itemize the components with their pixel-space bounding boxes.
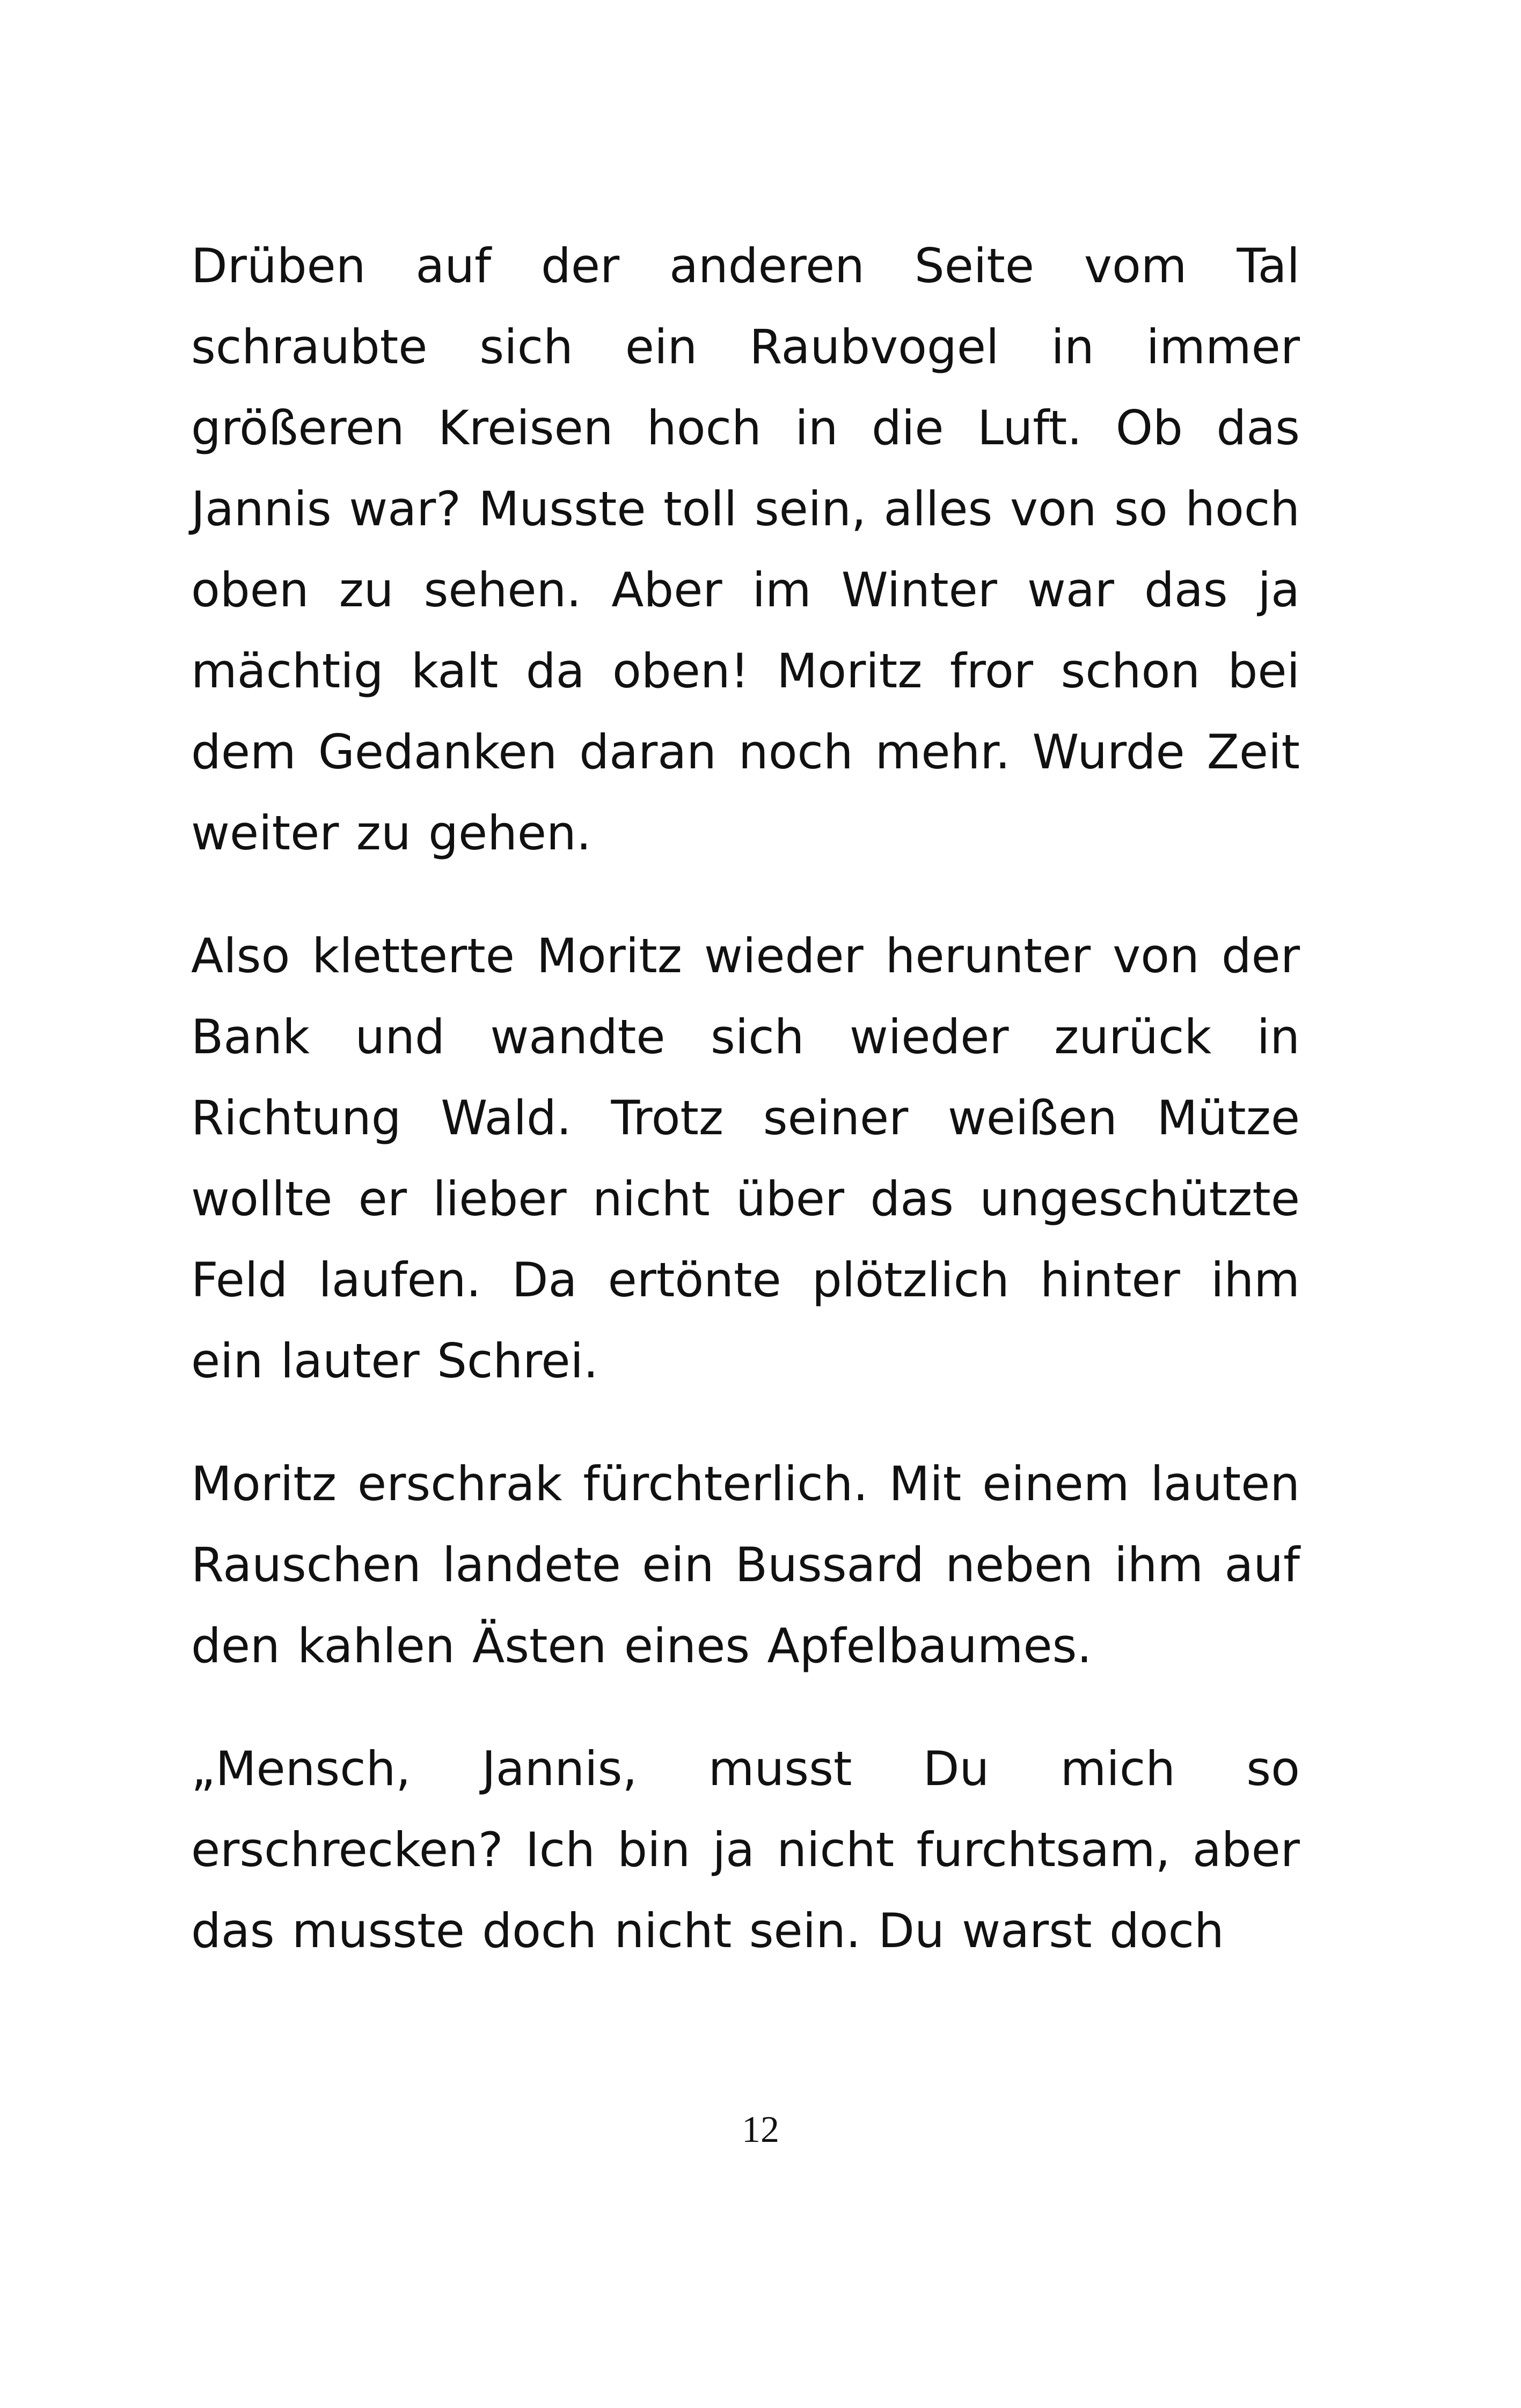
- page-number: 12: [742, 2109, 779, 2150]
- paragraph: Also kletterte Moritz wieder herunter von der Bank und wandte sich wieder zurück in Richtung Wald. Trotz seiner weißen Mütze wollte er lieber nicht über das ungeschützte Feld laufen. Da ertönte plötzlich hinter ihm ein lauter Schrei.: [191, 928, 1300, 1389]
- paragraph: „Mensch, Jannis, musst Du mich so erschrecken? Ich bin ja nicht furchtsam, aber das musste doch nicht sein. Du warst doch: [191, 1741, 1300, 1958]
- paragraph: Drüben auf der anderen Seite vom Tal schraubte sich ein Raubvogel in immer größeren Kreisen hoch in die Luft. Ob das Jannis war? Musste toll sein, alles von so hoch oben zu sehen. Aber im Winter war das ja mächtig kalt da oben! Moritz fror schon bei dem Gedanken daran noch mehr. Wurde Zeit weiter zu gehen.: [191, 238, 1300, 861]
- paragraph: Moritz erschrak fürchterlich. Mit einem lauten Rauschen landete ein Bussard neben ihm auf den kahlen Ästen eines Apfelbaumes.: [191, 1456, 1300, 1673]
- body-text: [191, 225, 1300, 1971]
